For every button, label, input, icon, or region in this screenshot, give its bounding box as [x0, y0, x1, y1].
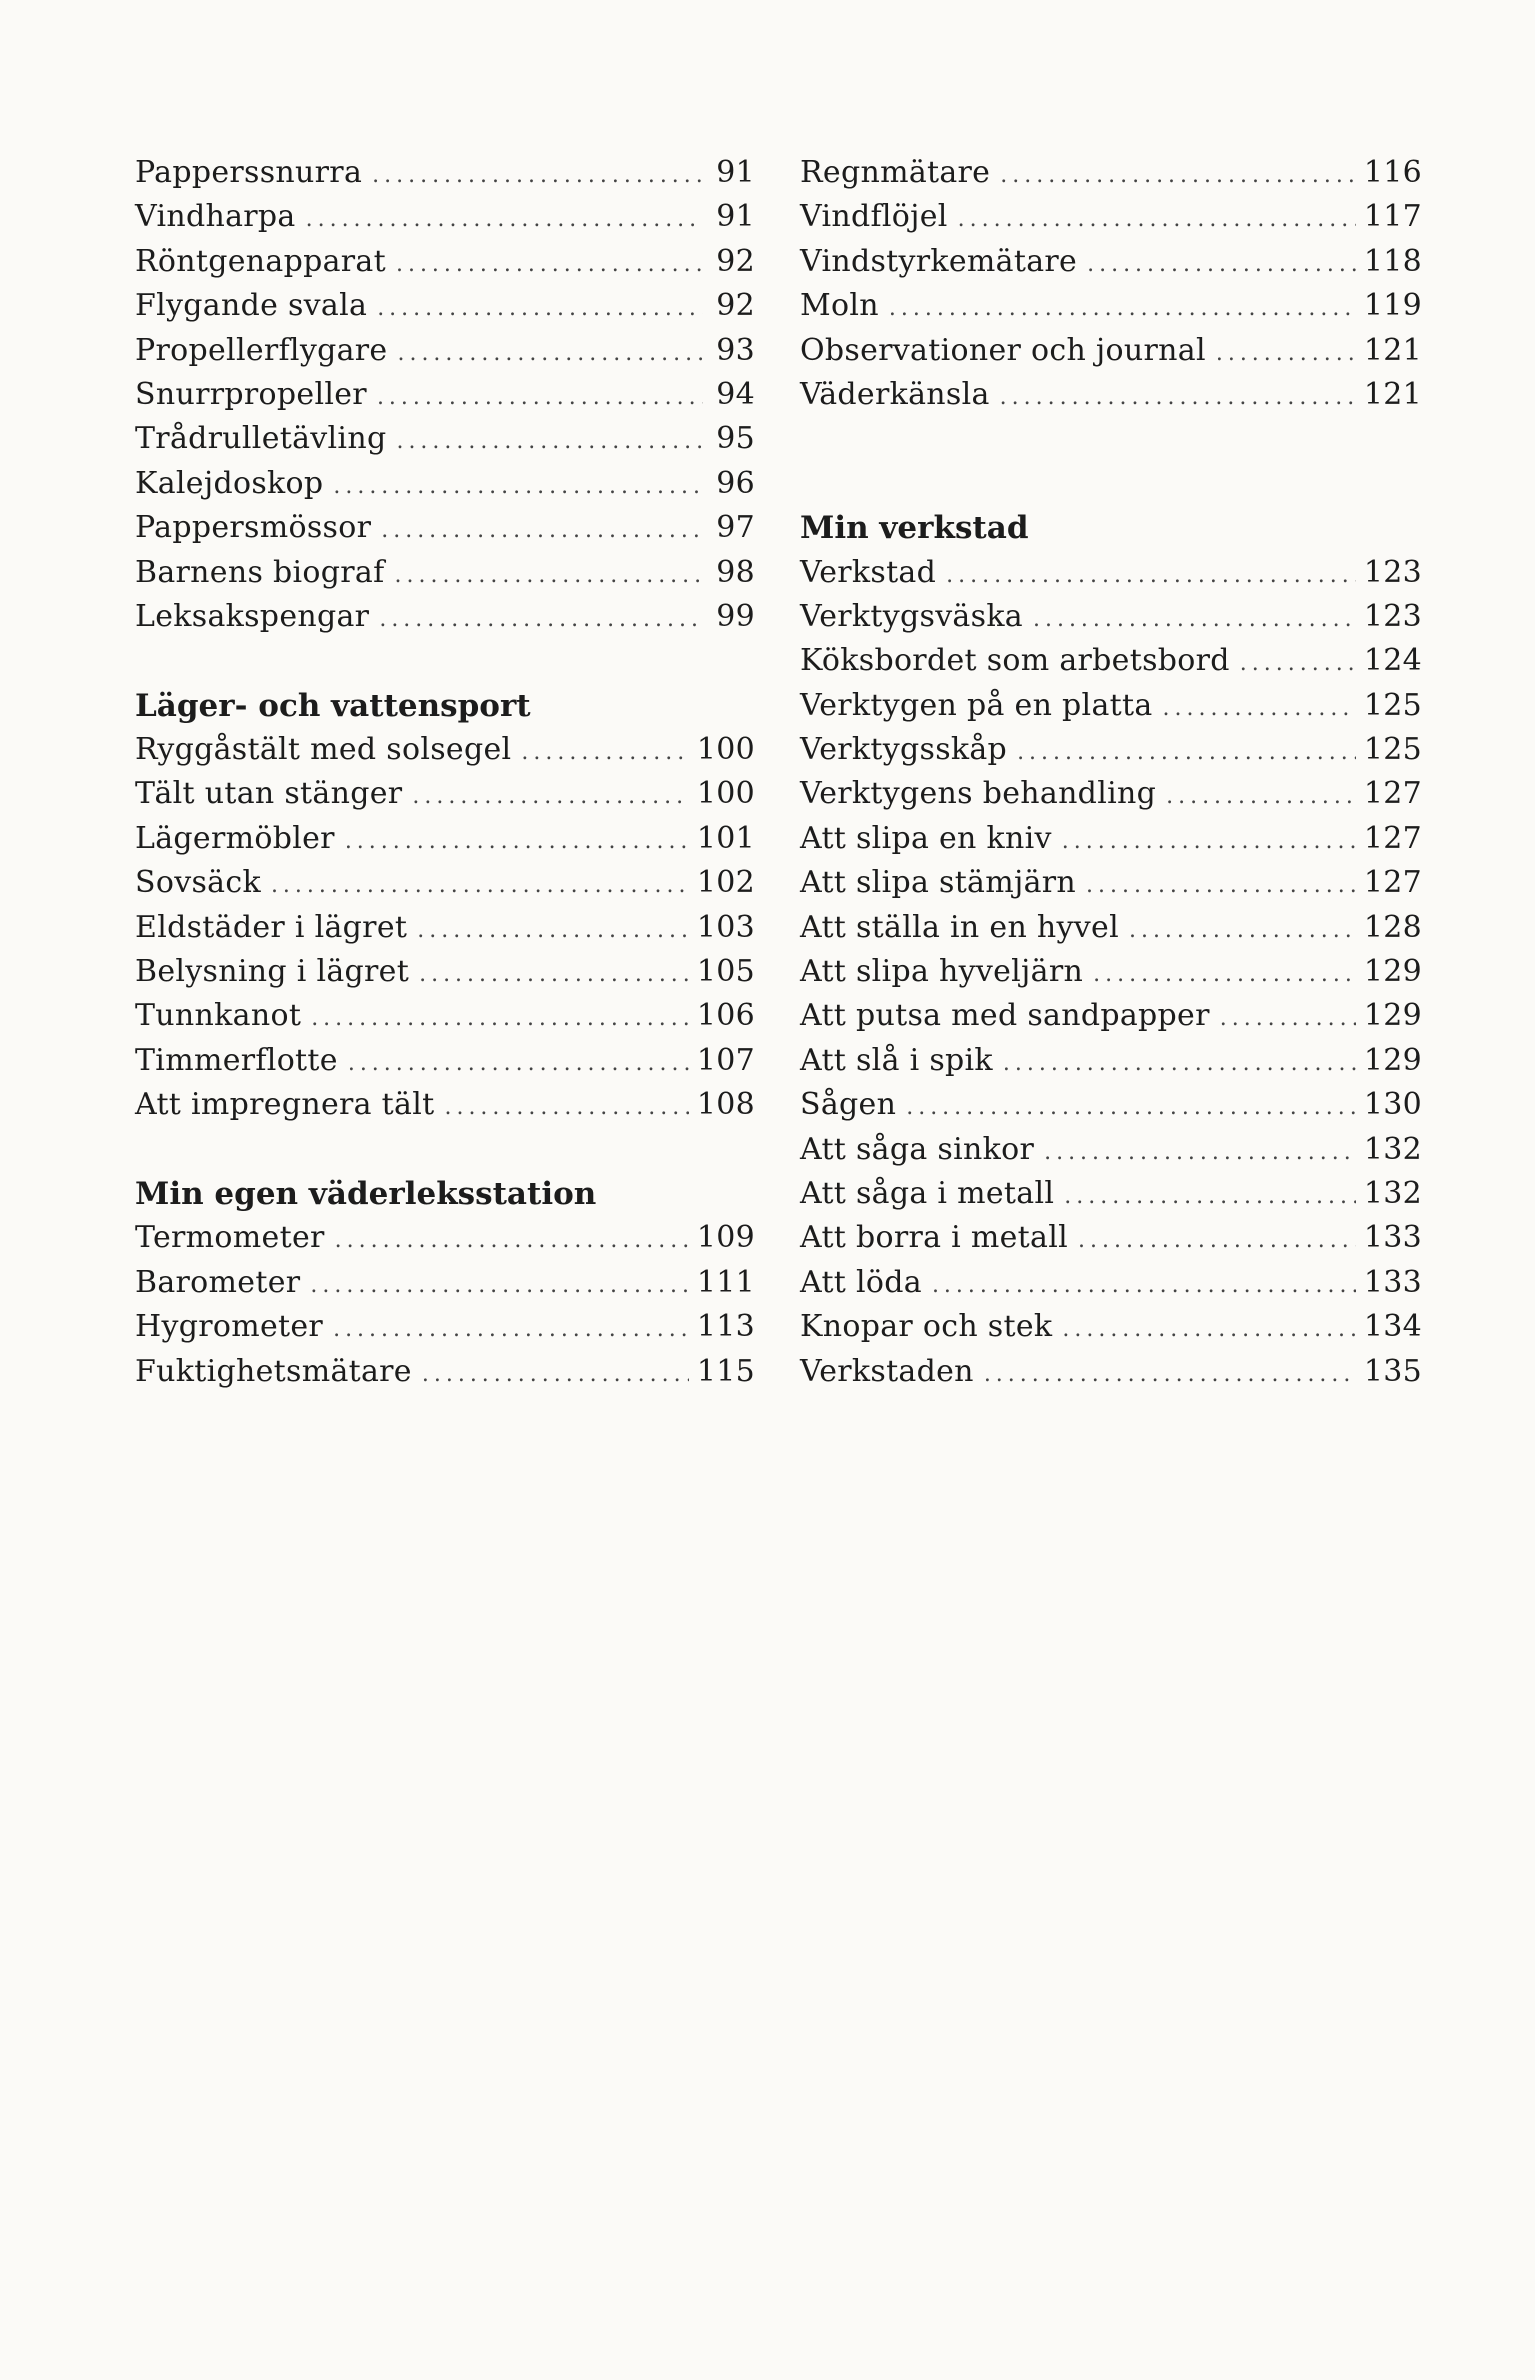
- toc-entry-page-number: 113: [696, 1309, 755, 1345]
- toc-entry-tunnkanot: [135, 998, 755, 1042]
- toc-entry-page-number: 127: [1363, 776, 1422, 812]
- dot-leader: [379, 607, 703, 632]
- toc-entry-page-number: 99: [716, 598, 755, 634]
- toc-entry-title: Att slipa en kniv: [800, 820, 1052, 856]
- toc-entry-propellerflygare: [135, 333, 755, 377]
- toc-entry-title: Eldstäder i lägret: [135, 909, 408, 945]
- toc-entry-title: Köksbordet som arbetsbord: [800, 643, 1230, 679]
- toc-entry-page-number: 129: [1363, 1042, 1422, 1078]
- dot-leader: [1078, 1228, 1356, 1253]
- toc-entry-title: Trådrulletävling: [135, 421, 387, 457]
- section-spacer: [800, 421, 1422, 465]
- toc-entry-page-number: 127: [1363, 820, 1422, 856]
- toc-entry-termometer: [135, 1220, 755, 1264]
- toc-entry-title: Att såga sinkor: [800, 1131, 1035, 1167]
- dot-leader: [396, 429, 703, 454]
- dot-leader: [310, 1273, 688, 1298]
- dot-leader: [1166, 784, 1356, 809]
- toc-entry-page-number: 121: [1363, 376, 1422, 412]
- toc-entry-verktygsskap: [800, 732, 1422, 776]
- toc-entry-sagen: [800, 1087, 1422, 1131]
- toc-entry-title: Verktygen på en platta: [800, 687, 1153, 723]
- dot-leader: [1064, 1184, 1356, 1209]
- toc-entry-title: Regnmätare: [800, 155, 991, 190]
- toc-entry-page-number: 101: [696, 820, 755, 856]
- toc-entry-title: Belysning i lägret: [135, 954, 410, 990]
- toc-entry-title: Propellerflygare: [135, 332, 388, 368]
- toc-entry-title: Verkstaden: [800, 1353, 974, 1389]
- toc-entry-verktygsvaska: [800, 599, 1422, 643]
- toc-entry-barometer: [135, 1265, 755, 1309]
- dot-leader: [1003, 1051, 1356, 1076]
- toc-entry-page-number: 105: [696, 954, 755, 990]
- toc-entry-title: Verktygens behandling: [800, 776, 1157, 812]
- toc-entry-title: Verktygsskåp: [800, 732, 1008, 768]
- toc-entry-title: Tält utan stänger: [135, 776, 403, 812]
- toc-left-column: [135, 155, 755, 1398]
- toc-entry-page-number: 129: [1363, 954, 1422, 990]
- dot-leader: [444, 1095, 688, 1120]
- toc-entry-timmerflotte: [135, 1043, 755, 1087]
- toc-entry-title: Papperssnurra: [135, 155, 363, 190]
- dot-leader: [1129, 918, 1356, 943]
- dot-leader: [1087, 252, 1356, 277]
- toc-entry-page-number: 127: [1363, 865, 1422, 901]
- dot-leader: [395, 563, 704, 588]
- toc-entry-vindstyrkematare: [800, 244, 1422, 288]
- toc-entry-flygande-svala: [135, 288, 755, 332]
- toc-entry-title: Kalejdoskop: [135, 465, 324, 501]
- section-heading-min-egen-vaderleksstation: Min egen väderleksstation: [135, 1175, 597, 1212]
- toc-entry-page-number: 116: [1363, 155, 1422, 190]
- toc-entry-att-putsa-med-sandpapper: [800, 998, 1422, 1042]
- dot-leader: [335, 1228, 689, 1253]
- toc-entry-sovsack: [135, 865, 755, 909]
- toc-entry-tradrulletavling: [135, 421, 755, 465]
- toc-entry-title: Väderkänsla: [800, 376, 990, 412]
- dot-leader: [1017, 740, 1356, 765]
- toc-entry-page-number: 123: [1363, 598, 1422, 634]
- toc-entry-title: Att såga i metall: [800, 1175, 1055, 1211]
- toc-entry-belysning-i-lagret: [135, 954, 755, 998]
- toc-entry-page-number: 107: [696, 1042, 755, 1078]
- toc-entry-page-number: 96: [716, 465, 755, 501]
- dot-leader: [1062, 1317, 1355, 1342]
- dot-leader: [412, 784, 688, 809]
- dot-leader: [521, 740, 688, 765]
- toc-entry-title: Att ställa in en hyvel: [800, 909, 1119, 945]
- dot-leader: [397, 341, 703, 366]
- toc-entry-title: Tunnkanot: [135, 998, 302, 1034]
- toc-entry-title: Verktygsväska: [800, 598, 1023, 634]
- toc-entry-page-number: 125: [1363, 687, 1422, 723]
- toc-entry-title: Snurrpropeller: [135, 376, 367, 412]
- toc-entry-title: Observationer och journal: [800, 332, 1206, 368]
- toc-entry-page-number: 134: [1363, 1309, 1422, 1345]
- section-heading-min-verkstad: Min verkstad: [800, 510, 1029, 547]
- section-spacer: [800, 466, 1422, 510]
- toc-entry-title: Lägermöbler: [135, 820, 335, 856]
- toc-entry-att-loda: [800, 1265, 1422, 1309]
- toc-entry-title: Att slå i spik: [800, 1042, 993, 1078]
- toc-entry-page-number: 97: [716, 510, 755, 546]
- toc-entry-kalejdoskop: [135, 466, 755, 510]
- toc-entry-leksakspengar: [135, 599, 755, 643]
- toc-entry-page-number: 115: [696, 1353, 755, 1389]
- dot-leader: [946, 563, 1356, 588]
- toc-entry-barnens-biograf: [135, 555, 755, 599]
- toc-entry-verkstad: [800, 555, 1422, 599]
- toc-entry-page-number: 132: [1363, 1131, 1422, 1167]
- toc-entry-page-number: 129: [1363, 998, 1422, 1034]
- toc-entry-page-number: 91: [716, 155, 755, 190]
- toc-entry-ryggastalt-med-solsegel: [135, 732, 755, 776]
- toc-entry-att-slipa-en-kniv: [800, 821, 1422, 865]
- toc-entry-page-number: 94: [716, 376, 755, 412]
- dot-leader: [1000, 163, 1356, 188]
- toc-entry-page-number: 98: [716, 554, 755, 590]
- toc-entry-page-number: 132: [1363, 1175, 1422, 1211]
- toc-entry-title: Vindflöjel: [800, 199, 948, 235]
- toc-entry-page-number: 111: [696, 1264, 755, 1300]
- toc-entry-title: Att borra i metall: [800, 1220, 1069, 1256]
- toc-entry-page-number: 124: [1363, 643, 1422, 679]
- toc-entry-verktygen-pa-en-platta: [800, 688, 1422, 732]
- toc-entry-page-number: 133: [1363, 1264, 1422, 1300]
- dot-leader: [271, 873, 689, 898]
- toc-entry-page-number: 109: [696, 1220, 755, 1256]
- toc-entry-talt-utan-stanger: [135, 776, 755, 820]
- toc-entry-page-number: 130: [1363, 1087, 1422, 1123]
- toc-entry-title: Sovsäck: [135, 865, 261, 901]
- dot-leader: [1216, 341, 1356, 366]
- dot-leader: [372, 163, 703, 188]
- dot-leader: [1163, 696, 1356, 721]
- toc-entry-page-number: 103: [696, 909, 755, 945]
- dot-leader: [1044, 1140, 1356, 1165]
- toc-entry-title: Hygrometer: [135, 1309, 324, 1345]
- dot-leader: [1220, 1006, 1356, 1031]
- toc-entry-page-number: 125: [1363, 732, 1422, 768]
- toc-entry-title: Fuktighetsmätare: [135, 1353, 412, 1389]
- toc-entry-title: Timmerflotte: [135, 1042, 338, 1078]
- toc-entry-vaderkansla: [800, 377, 1422, 421]
- section-spacer: [135, 643, 755, 687]
- dot-leader: [1086, 873, 1356, 898]
- toc-entry-att-stalla-in-en-hyvel: [800, 910, 1422, 954]
- dot-leader: [422, 1362, 689, 1387]
- dot-leader: [417, 918, 689, 943]
- toc-entry-att-sla-i-spik: [800, 1043, 1422, 1087]
- dot-leader: [906, 1095, 1356, 1120]
- dot-leader: [932, 1273, 1356, 1298]
- toc-entry-att-saga-sinkor: [800, 1132, 1422, 1176]
- toc-entry-koksbordet-som-arbetsbord: [800, 643, 1422, 687]
- toc-entry-title: Sågen: [800, 1087, 897, 1123]
- toc-entry-title: Moln: [800, 288, 879, 324]
- toc-entry-pappersmossor: [135, 510, 755, 554]
- dot-leader: [306, 207, 703, 232]
- toc-entry-title: Att löda: [800, 1264, 922, 1300]
- toc-entry-title: Verkstad: [800, 554, 937, 590]
- toc-entry-vindflojel: [800, 199, 1422, 243]
- toc-entry-page-number: 118: [1363, 243, 1422, 279]
- dot-leader: [345, 829, 689, 854]
- toc-entry-page-number: 92: [716, 243, 755, 279]
- toc-entry-page-number: 123: [1363, 554, 1422, 590]
- section-spacer: [135, 1132, 755, 1176]
- toc-entry-title: Ryggåstält med solsegel: [135, 732, 512, 768]
- dot-leader: [1000, 385, 1356, 410]
- dot-leader: [396, 252, 703, 277]
- toc-entry-papperssnurra: [135, 155, 755, 199]
- toc-entry-title: Vindstyrkemätare: [800, 243, 1078, 279]
- toc-entry-title: Knopar och stek: [800, 1309, 1053, 1345]
- dot-leader: [377, 296, 703, 321]
- toc-entry-att-impregnera-talt: [135, 1087, 755, 1131]
- dot-leader: [311, 1006, 689, 1031]
- toc-entry-page-number: 108: [696, 1087, 755, 1123]
- dot-leader: [1240, 651, 1356, 676]
- dot-leader: [984, 1362, 1356, 1387]
- dot-leader: [1062, 829, 1356, 854]
- toc-entry-title: Att slipa hyveljärn: [800, 954, 1084, 990]
- toc-entry-page-number: 100: [696, 776, 755, 812]
- toc-entry-page-number: 128: [1363, 909, 1422, 945]
- toc-entry-title: Vindharpa: [135, 199, 296, 235]
- toc-entry-page-number: 91: [716, 199, 755, 235]
- toc-entry-title: Pappersmössor: [135, 510, 372, 546]
- toc-entry-observationer-och-journal: [800, 333, 1422, 377]
- toc-entry-verktygens-behandling: [800, 776, 1422, 820]
- section-heading-lager-och-vattensport: Läger- och vattensport: [135, 687, 531, 724]
- toc-entry-page-number: 93: [716, 332, 755, 368]
- dot-leader: [381, 518, 703, 543]
- toc-entry-knopar-och-stek: [800, 1309, 1422, 1353]
- toc-entry-verkstaden: [800, 1354, 1422, 1398]
- toc-entry-page-number: 121: [1363, 332, 1422, 368]
- toc-entry-page-number: 102: [696, 865, 755, 901]
- toc-entry-page-number: 135: [1363, 1353, 1422, 1389]
- toc-entry-lagermobler: [135, 821, 755, 865]
- toc-entry-title: Att impregnera tält: [135, 1087, 435, 1123]
- toc-entry-page-number: 92: [716, 288, 755, 324]
- toc-entry-att-saga-i-metall: [800, 1176, 1422, 1220]
- toc-entry-title: Termometer: [135, 1220, 325, 1256]
- dot-leader: [348, 1051, 689, 1076]
- toc-entry-page-number: 119: [1363, 288, 1422, 324]
- toc-entry-rontgenapparat: [135, 244, 755, 288]
- toc-entry-title: Röntgenapparat: [135, 243, 386, 279]
- toc-entry-title: Leksakspengar: [135, 598, 370, 634]
- toc-right-column: [800, 155, 1422, 1398]
- toc-entry-page-number: 117: [1363, 199, 1422, 235]
- dot-leader: [333, 474, 703, 499]
- toc-entry-vindharpa: [135, 199, 755, 243]
- toc-entry-eldstader-i-lagret: [135, 910, 755, 954]
- toc-entry-regnmatare: [800, 155, 1422, 199]
- toc-entry-hygrometer: [135, 1309, 755, 1353]
- toc-entry-att-slipa-stamjarn: [800, 865, 1422, 909]
- toc-entry-title: Barometer: [135, 1264, 301, 1300]
- toc-entry-title: Att slipa stämjärn: [800, 865, 1077, 901]
- dot-leader: [333, 1317, 689, 1342]
- toc-entry-page-number: 106: [696, 998, 755, 1034]
- dot-leader: [419, 962, 689, 987]
- toc-entry-page-number: 100: [696, 732, 755, 768]
- toc-entry-att-slipa-hyveljarn: [800, 954, 1422, 998]
- dot-leader: [1093, 962, 1356, 987]
- dot-leader: [889, 296, 1356, 321]
- toc-entry-title: Flygande svala: [135, 288, 368, 324]
- toc-entry-moln: [800, 288, 1422, 332]
- toc-entry-title: Barnens biograf: [135, 554, 385, 590]
- toc-entry-snurrpropeller: [135, 377, 755, 421]
- toc-entry-page-number: 133: [1363, 1220, 1422, 1256]
- toc-entry-fuktighetsmatare: [135, 1354, 755, 1398]
- toc-entry-page-number: 95: [716, 421, 755, 457]
- dot-leader: [377, 385, 703, 410]
- dot-leader: [958, 207, 1356, 232]
- toc-entry-att-borra-i-metall: [800, 1220, 1422, 1264]
- dot-leader: [1033, 607, 1356, 632]
- toc-entry-title: Att putsa med sandpapper: [800, 998, 1210, 1034]
